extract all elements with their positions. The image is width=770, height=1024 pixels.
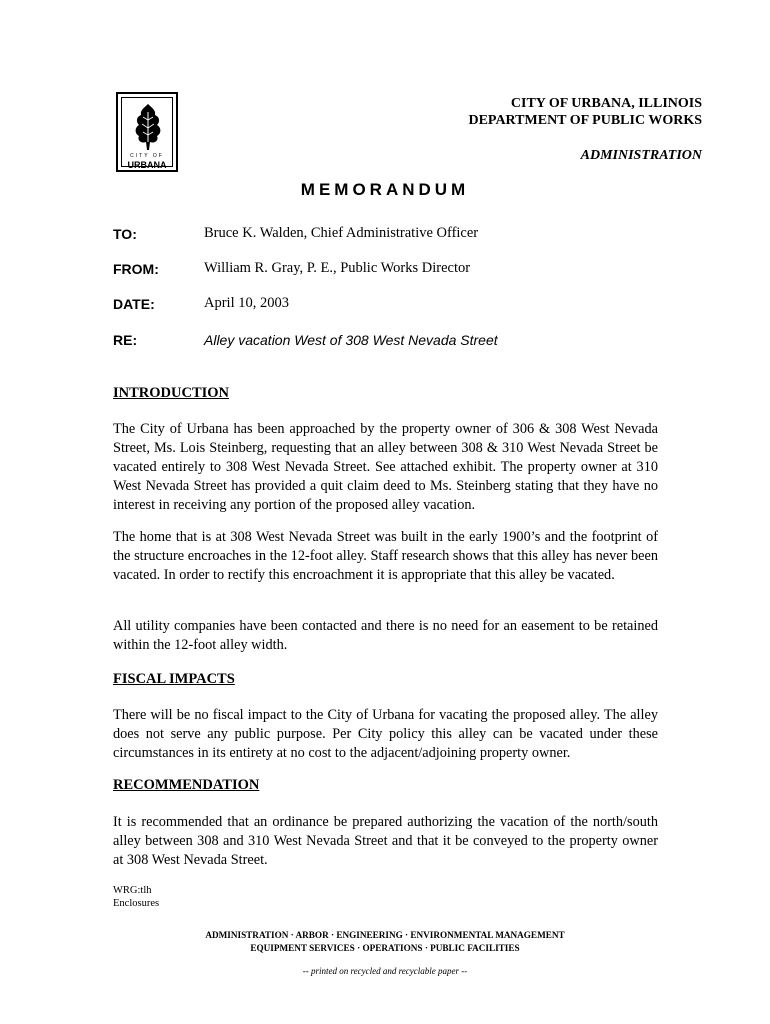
initials: WRG:tlh bbox=[113, 885, 152, 896]
enclosures: Enclosures bbox=[113, 898, 160, 909]
footer-divisions-line-1: ADMINISTRATION · ARBOR · ENGINEERING · ENVIRONMENTAL MANAGEMENT bbox=[205, 930, 565, 940]
recommendation-heading: RECOMMENDATION bbox=[113, 777, 260, 793]
from-value: William R. Gray, P. E., Public Works Director bbox=[204, 260, 471, 276]
recommendation-paragraph: It is recommended that an ordinance be prepared authorizing the vacation of the north/south alley between 308 and 310 West Nevada Street and that it be conveyed to the property owner at 308 West Nevada Street. bbox=[113, 814, 658, 868]
from-label: FROM: bbox=[113, 261, 159, 277]
logo-city-of: CITY OF bbox=[130, 153, 164, 159]
to-label: TO: bbox=[113, 226, 137, 242]
leaf-icon bbox=[132, 102, 164, 152]
introduction-paragraph-3: All utility companies have been contacted and there is no need for an easement to be retained within the 12-foot alley width. bbox=[113, 618, 658, 653]
fiscal-heading: FISCAL IMPACTS bbox=[113, 671, 235, 687]
logo-city-name: URBANA bbox=[127, 160, 167, 170]
footer-divisions-line-2: EQUIPMENT SERVICES · OPERATIONS · PUBLIC FACILITIES bbox=[250, 943, 520, 953]
header-department: DEPARTMENT OF PUBLIC WORKS bbox=[468, 113, 702, 128]
memo-title: MEMORANDUM bbox=[300, 180, 470, 199]
date-value: April 10, 2003 bbox=[204, 295, 289, 311]
to-value: Bruce K. Walden, Chief Administrative Officer bbox=[204, 225, 479, 241]
city-logo bbox=[116, 92, 178, 172]
date-label: DATE: bbox=[113, 296, 155, 312]
fiscal-paragraph: There will be no fiscal impact to the City of Urbana for vacating the proposed alley. The alley does not serve any public purpose. Per City policy this alley can be vacated under these circumstances in its entirety at no cost to the adjacent/adjoining property owner. bbox=[113, 707, 658, 761]
introduction-paragraph-2: The home that is at 308 West Nevada Street was built in the early 1900’s and the footprint of the structure encroaches in the 12-foot alley. Staff research shows that this alley has never been vacated. In order to rectify this encroachment it is appropriate that this alley be vacated. bbox=[113, 529, 658, 583]
re-value: Alley vacation West of 308 West Nevada Street bbox=[204, 332, 498, 348]
re-label: RE: bbox=[113, 332, 138, 348]
header-division: ADMINISTRATION bbox=[580, 148, 702, 163]
header-city: CITY OF URBANA, ILLINOIS bbox=[510, 96, 702, 111]
footer-recycled-note: -- printed on recycled and recyclable paper -- bbox=[302, 966, 468, 976]
introduction-paragraph-1: The City of Urbana has been approached by the property owner of 306 & 308 West Nevada Street, Ms. Lois Steinberg, requesting that an alley between 308 & 310 West Nevada Street be vacated entirely to 308 West Nevada Street. See attached exhibit. The property owner at 310 West Nevada Street has provided a quit claim deed to Ms. Steinberg stating that they have no interest in receiving any portion of the proposed alley vacation. bbox=[113, 421, 658, 513]
introduction-heading: INTRODUCTION bbox=[113, 385, 230, 401]
